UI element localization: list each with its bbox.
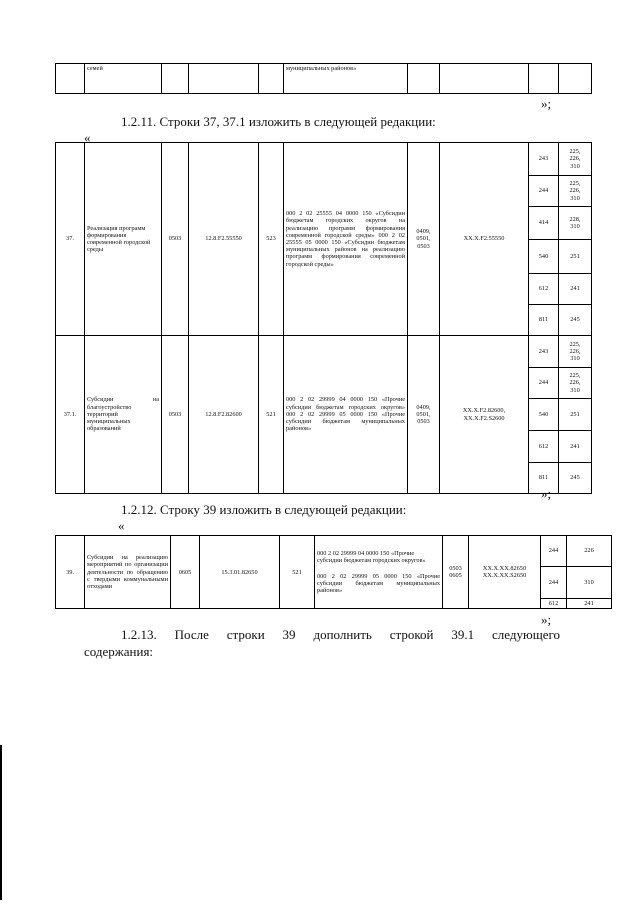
income-code: 000 2 02 25555 04 0000 150 «Субсидии бюджетам городских округов на реализацию программ формирования современной городской среды» 000 2 02 25555 05 0000 150 «Субсидии бюджетам муниципальных районов на реализацию программ формирования современной городской среды»	[284, 143, 408, 336]
section-code: 0503	[162, 143, 189, 336]
row-name: Реализация программ формирования современной городской среды	[85, 143, 162, 336]
kosgu-code: 251	[559, 240, 592, 274]
kosgu-code: 225, 226, 310	[559, 336, 592, 368]
row-39-table	[55, 535, 612, 609]
kosgu-code: 225, 226, 310	[559, 368, 592, 399]
target-article: 12.8.F2.55550	[189, 143, 259, 336]
cell	[408, 64, 440, 94]
section-heading: 1.2.11. Строки 37, 37.1 изложить в следующей редакции:	[121, 114, 436, 129]
income-code	[315, 536, 443, 609]
kosgu-code: 245	[559, 305, 592, 336]
target-article: 12.8.F2.82600	[189, 336, 259, 494]
table-row	[56, 336, 592, 368]
local-code: XX.X.F2.82600, XX.X.F2.S2600	[440, 336, 529, 494]
rows-37-table	[55, 142, 592, 494]
opening-quote: «	[118, 518, 125, 533]
top-table-fragment	[55, 63, 592, 94]
cell	[162, 64, 189, 94]
vr-code: 244	[529, 176, 559, 207]
local-code: XX.X.F2.55550	[440, 143, 529, 336]
kosgu-code: 226	[567, 536, 612, 567]
scan-edge-mark	[0, 745, 2, 900]
kosgu-code: 225, 226, 310	[559, 176, 592, 207]
closing-quote: »;	[541, 486, 552, 501]
table-row	[56, 143, 592, 176]
grbs-code: 523	[259, 143, 284, 336]
kosgu-code: 241	[559, 431, 592, 463]
vr-code: 414	[529, 207, 559, 240]
vr-code: 540	[529, 399, 559, 431]
cell: семей	[85, 64, 162, 94]
local-code: XX.X.XX.82650 XX.X.XX.S2650	[469, 536, 541, 609]
closing-quote: »;	[541, 96, 552, 111]
paragraph-continuation: содержания:	[84, 644, 154, 659]
vr-code: 243	[529, 143, 559, 176]
kosgu-code: 251	[559, 399, 592, 431]
grbs-code: 521	[280, 536, 315, 609]
target-article: 15.3.01.82650	[200, 536, 280, 609]
grbs-code: 521	[259, 336, 284, 494]
vr-code: 244	[541, 536, 567, 567]
cell	[56, 64, 85, 94]
kosgu-code: 241	[567, 599, 612, 609]
vr-code: 612	[529, 431, 559, 463]
section-code: 0605	[171, 536, 200, 609]
kosgu-code: 245	[559, 463, 592, 494]
cell	[559, 64, 592, 94]
subsection-codes: 0409, 0501, 0503	[408, 336, 440, 494]
vr-code: 811	[529, 463, 559, 494]
row-number: 39.	[56, 536, 85, 609]
kosgu-code: 310	[567, 567, 612, 599]
kosgu-code: 225, 226, 310	[559, 143, 592, 176]
vr-code: 540	[529, 240, 559, 274]
row-name: Субсидии на реализацию мероприятий по организации деятельности по обращению с твердыми коммунальными отходами	[85, 536, 171, 609]
section-heading: 1.2.12. Строку 39 изложить в следующей редакции:	[121, 502, 407, 517]
cell	[440, 64, 529, 94]
cell	[189, 64, 259, 94]
subsection-codes: 0503 0605	[443, 536, 469, 609]
kosgu-code: 228, 310	[559, 207, 592, 240]
paragraph	[121, 627, 560, 643]
vr-code: 811	[529, 305, 559, 336]
vr-code: 243	[529, 336, 559, 368]
vr-code: 612	[541, 599, 567, 609]
kosgu-code: 241	[559, 274, 592, 305]
opening-quote: «	[84, 130, 91, 145]
paragraph-line: 1.2.13. После строки 39 дополнить строкой 39.1 следующего	[121, 627, 560, 642]
closing-quote: »;	[541, 612, 552, 627]
subsection-codes: 0409, 0501, 0503	[408, 143, 440, 336]
row-name: Субсидии на благоустройство территорий муниципальных образований	[85, 336, 162, 494]
income-code: 000 2 02 29999 04 0000 150 «Прочие субсидии бюджетам городских округов» 000 2 02 29999 05 0000 150 «Прочие субсидии бюджетам муниципальных районов»	[284, 336, 408, 494]
table-row	[56, 536, 612, 567]
row-number: 37.	[56, 143, 85, 336]
income-code-b: 000 2 02 29999 05 0000 150 «Прочие субсидии бюджетам муниципальных районов»	[317, 572, 440, 594]
cell	[529, 64, 559, 94]
cell: муниципальных районов»	[284, 64, 408, 94]
vr-code: 244	[541, 567, 567, 599]
section-code: 0503	[162, 336, 189, 494]
cell	[259, 64, 284, 94]
vr-code: 244	[529, 368, 559, 399]
income-code-a: 000 2 02 29999 04 0000 150 «Прочие субсидии бюджетам городских округов»	[317, 550, 426, 565]
vr-code: 612	[529, 274, 559, 305]
row-number: 37.1.	[56, 336, 85, 494]
